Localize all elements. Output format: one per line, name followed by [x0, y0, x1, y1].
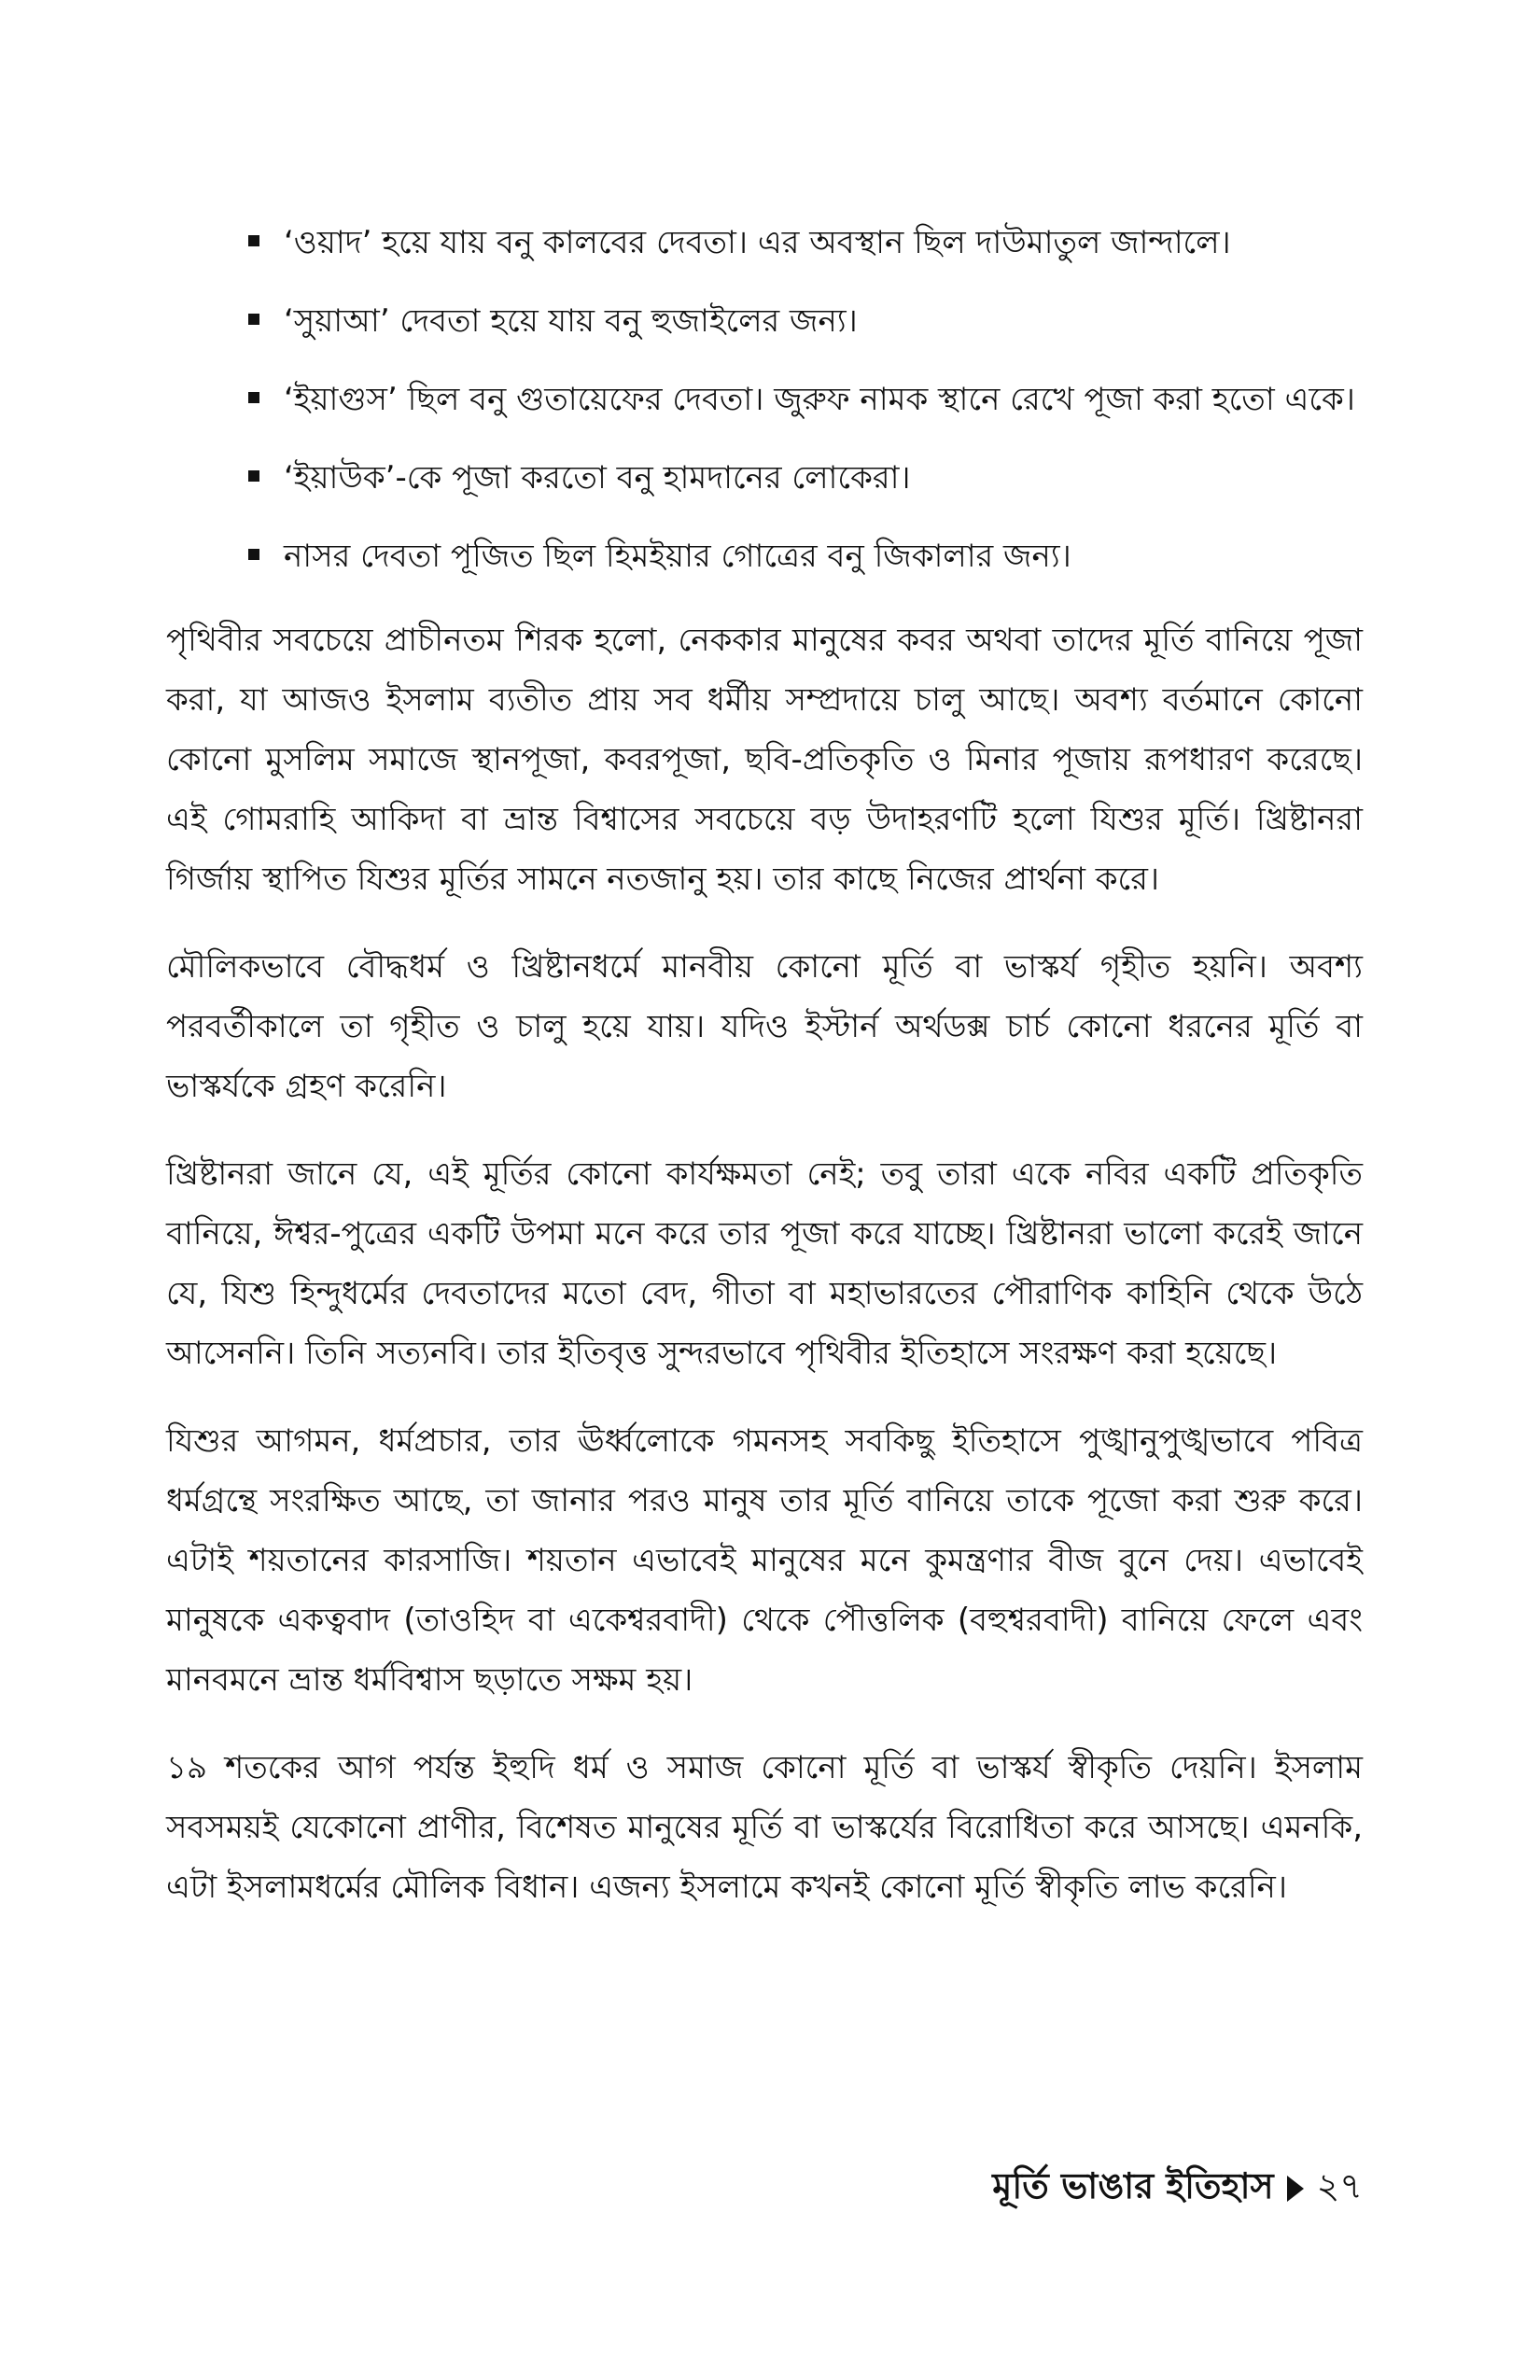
square-bullet-icon [248, 549, 259, 560]
list-item [166, 213, 1363, 273]
page-footer [992, 2156, 1363, 2221]
list-item [166, 370, 1363, 429]
paragraph: যিশুর আগমন, ধর্মপ্রচার, তার ঊর্ধ্বলোকে গমনসহ সবকিছু ইতিহাসে পুঙ্খানুপুঙ্খভাবে পবিত্র ধর্মগ্রন্থে সংরক্ষিত আছে, তা জানার পরও মানুষ তার মূর্তি বানিয়ে তাকে পূজো করা শুরু করে। এটাই শয়তানের কারসাজি। শয়তান এভাবেই মানুষের মনে কুমন্ত্রণার বীজ বুনে দেয়। এভাবেই মানুষকে একত্ববাদ (তাওহিদ বা একেশ্বরবাদী) থেকে পৌত্তলিক (বহুশ্বরবাদী) বানিয়ে ফেলে এবং মানবমনে ভ্রান্ত ধর্মবিশ্বাস ছড়াতে সক্ষম হয়। [166, 1422, 1363, 1699]
bullet-text: ‘ওয়াদ’ হয়ে যায় বনু কালবের দেবতা। এর অবস্থান ছিল দাউমাতুল জান্দালে। [284, 224, 1231, 261]
paragraph: পৃথিবীর সবচেয়ে প্রাচীনতম শিরক হলো, নেককার মানুষের কবর অথবা তাদের মূর্তি বানিয়ে পূজা করা, যা আজও ইসলাম ব্যতীত প্রায় সব ধর্মীয় সম্প্রদায়ে চালু আছে। অবশ্য বর্তমানে কোনো কোনো মুসলিম সমাজে স্থানপূজা, কবরপূজা, ছবি-প্রতিকৃতি ও মিনার পূজায় রূপধারণ করেছে। এই গোমরাহি আকিদা বা ভ্রান্ত বিশ্বাসের সবচেয়ে বড় উদাহরণটি হলো যিশুর মূর্তি। খ্রিষ্টানরা গির্জায় স্থাপিত যিশুর মূর্তির সামনে নতজানু হয়। তার কাছে নিজের প্রার্থনা করে। [166, 622, 1363, 898]
running-title: মূর্তি ভাঙার ইতিহাস [992, 2165, 1274, 2206]
bullet-text: ‘ইয়াউক’-কে পূজা করতো বনু হামদানের লোকেরা। [284, 459, 911, 497]
square-bullet-icon [248, 314, 259, 325]
bullet-list [166, 213, 1363, 586]
paragraph: ১৯ শতকের আগ পর্যন্ত ইহুদি ধর্ম ও সমাজ কোনো মূর্তি বা ভাস্কর্য স্বীকৃতি দেয়নি। ইসলাম সবসময়ই যেকোনো প্রাণীর, বিশেষত মানুষের মূর্তি বা ভাস্কর্যের বিরোধিতা করে আসছে। এমনকি, এটা ইসলামধর্মের মৌলিক বিধান। এজন্য ইসলামে কখনই কোনো মূর্তি স্বীকৃতি লাভ করেনি। [166, 1749, 1363, 1906]
triangle-right-icon [1287, 2176, 1304, 2202]
page-number: ২৭ [1316, 2165, 1363, 2206]
square-bullet-icon [248, 392, 259, 403]
bullet-text: ‘সুয়াআ’ দেবতা হয়ে যায় বনু হুজাইলের জন্য। [284, 302, 858, 340]
list-item [166, 448, 1363, 508]
list-item [166, 291, 1363, 351]
page-body [166, 213, 1363, 2350]
list-item [166, 526, 1363, 586]
square-bullet-icon [248, 235, 259, 246]
square-bullet-icon [248, 470, 259, 482]
bullet-text: নাসর দেবতা পূজিত ছিল হিমইয়ার গোত্রের বনু জিকালার জন্য। [284, 538, 1071, 575]
paragraph: খ্রিষ্টানরা জানে যে, এই মূর্তির কোনো কার্যক্ষমতা নেই; তবু তারা একে নবির একটি প্রতিকৃতি বানিয়ে, ঈশ্বর-পুত্রের একটি উপমা মনে করে তার পূজা করে যাচ্ছে। খ্রিষ্টানরা ভালো করেই জানে যে, যিশু হিন্দুধর্মের দেবতাদের মতো বেদ, গীতা বা মহাভারতের পৌরাণিক কাহিনি থেকে উঠে আসেননি। তিনি সত্যনবি। তার ইতিবৃত্ত সুন্দরভাবে পৃথিবীর ইতিহাসে সংরক্ষণ করা হয়েছে। [166, 1155, 1363, 1372]
paragraph: মৌলিকভাবে বৌদ্ধধর্ম ও খ্রিষ্টানধর্মে মানবীয় কোনো মূর্তি বা ভাস্কর্য গৃহীত হয়নি। অবশ্য পরবর্তীকালে তা গৃহীত ও চালু হয়ে যায়। যদিও ইস্টার্ন অর্থডক্স চার্চ কোনো ধরনের মূর্তি বা ভাস্কর্যকে গ্রহণ করেনি। [166, 948, 1363, 1105]
bullet-text: ‘ইয়াগুস’ ছিল বনু গুতায়েফের দেবতা। জুরুফ নামক স্থানে রেখে পূজা করা হতো একে। [284, 381, 1355, 418]
